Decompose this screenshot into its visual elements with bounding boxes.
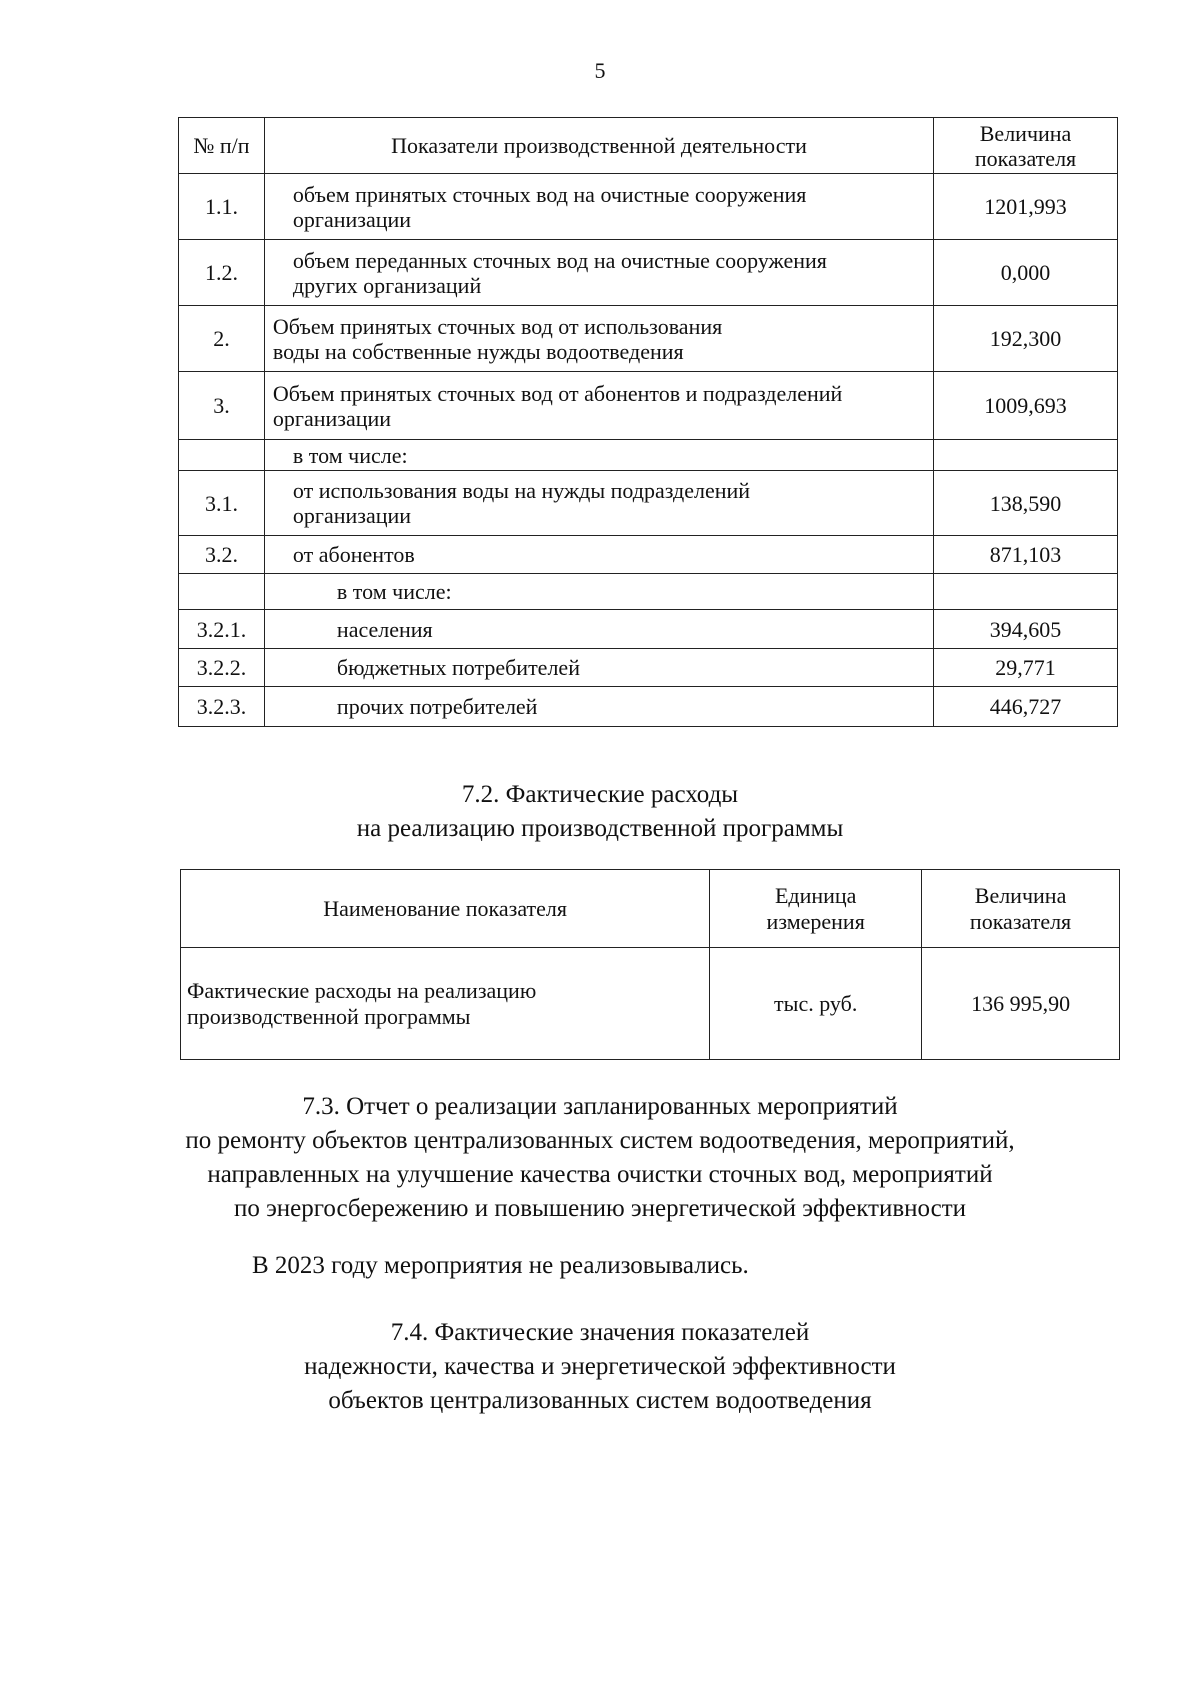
row-label: от использования воды на нужды подразделений организации [264, 471, 933, 536]
row-value: 394,605 [934, 610, 1118, 649]
section-7-3-line3: направленных на улучшение качества очистки сточных вод, мероприятий [207, 1161, 993, 1188]
row-label: от абонентов [264, 536, 933, 574]
row-value [934, 574, 1118, 610]
row-unit: тыс. руб. [710, 948, 922, 1060]
section-7-3-line4: по энергосбережению и повышению энергетической эффективности [233, 1195, 967, 1222]
row-number: 1.2. [179, 240, 265, 306]
header-indicator: Показатели производственной деятельности [264, 118, 933, 174]
section-7-3-line2: по ремонту объектов централизованных систем водоотведения, мероприятий, [185, 1127, 1015, 1154]
section-7-2-title [0, 778, 1200, 846]
actual-expenses-table [180, 869, 1120, 1060]
row-number: 3.2.1. [179, 610, 265, 649]
row-label: Фактические расходы на реализацию производственной программы [181, 948, 710, 1060]
table-row [179, 174, 1118, 240]
row-number [179, 440, 265, 471]
section-7-4-line3: объектов централизованных систем водоотведения [328, 1387, 872, 1414]
row-label: объем принятых сточных вод на очистные сооружения организации [264, 174, 933, 240]
row-label: в том числе: [264, 574, 933, 610]
row-number: 3.2. [179, 536, 265, 574]
row-number: 3. [179, 372, 265, 440]
production-indicators-table [178, 117, 1118, 727]
table-row [179, 649, 1118, 687]
row-value: 138,590 [934, 471, 1118, 536]
row-value: 0,000 [934, 240, 1118, 306]
header-unit: Единица измерения [710, 870, 922, 948]
row-value: 871,103 [934, 536, 1118, 574]
table-row [179, 536, 1118, 574]
header-indicator-name: Наименование показателя [181, 870, 710, 948]
row-label: бюджетных потребителей [264, 649, 933, 687]
header-value: Величина показателя [922, 870, 1120, 948]
row-number: 3.2.3. [179, 687, 265, 727]
row-value: 1009,693 [934, 372, 1118, 440]
header-number: № п/п [179, 118, 265, 174]
table-row [179, 687, 1118, 727]
row-label: в том числе: [264, 440, 933, 471]
row-value: 192,300 [934, 306, 1118, 372]
table-row [179, 574, 1118, 610]
row-value: 29,771 [934, 649, 1118, 687]
table-row [179, 440, 1118, 471]
row-number: 3.1. [179, 471, 265, 536]
table-row [179, 306, 1118, 372]
table-row [181, 948, 1120, 1060]
table-row [179, 471, 1118, 536]
section-7-2-line2: на реализацию производственной программы [356, 815, 844, 842]
row-number: 3.2.2. [179, 649, 265, 687]
row-label: Объем принятых сточных вод от абонентов и подразделений организации [264, 372, 933, 440]
section-7-2-line1: 7.2. Фактические расходы [461, 781, 739, 808]
row-label: прочих потребителей [264, 687, 933, 727]
row-label: населения [264, 610, 933, 649]
page-number: 5 [594, 58, 606, 83]
table-row [179, 240, 1118, 306]
section-7-3-title [0, 1090, 1200, 1226]
section-7-3-line1: 7.3. Отчет о реализации запланированных мероприятий [302, 1093, 898, 1120]
table-row [179, 372, 1118, 440]
row-number [179, 574, 265, 610]
table-header-row [181, 870, 1120, 948]
section-7-4-title [0, 1316, 1200, 1418]
row-label: Объем принятых сточных вод от использования воды на собственные нужды водоотведения [264, 306, 933, 372]
table-row [179, 610, 1118, 649]
row-label: объем переданных сточных вод на очистные сооружения других организаций [264, 240, 933, 306]
section-7-4-line1: 7.4. Фактические значения показателей [390, 1319, 810, 1346]
header-value: Величина показателя [934, 118, 1118, 174]
row-value: 446,727 [934, 687, 1118, 727]
row-value [934, 440, 1118, 471]
section-7-3-paragraph: В 2023 году мероприятия не реализовывались. [252, 1252, 749, 1279]
row-value: 136 995,90 [922, 948, 1120, 1060]
section-7-4-line2: надежности, качества и энергетической эффективности [304, 1353, 896, 1380]
row-value: 1201,993 [934, 174, 1118, 240]
row-number: 2. [179, 306, 265, 372]
table-header-row [179, 118, 1118, 174]
row-number: 1.1. [179, 174, 265, 240]
